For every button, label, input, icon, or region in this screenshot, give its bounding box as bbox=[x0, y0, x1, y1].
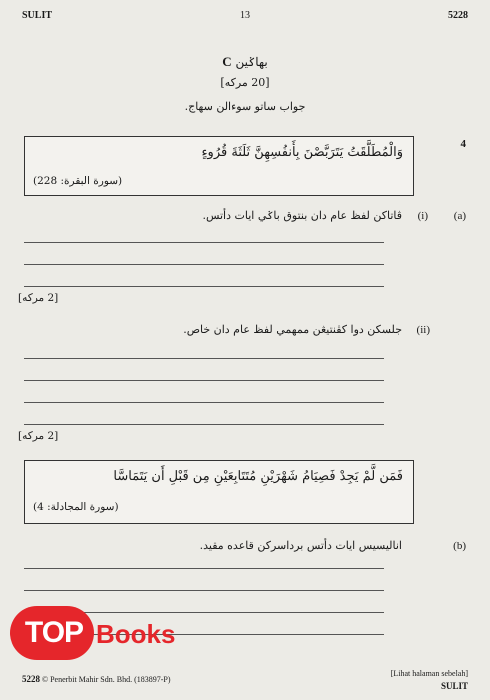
sub-i-text: ڤاتاكن لفظ عام دان بنتوق باݢي ايات دأتس. bbox=[202, 209, 402, 222]
footer-publisher bbox=[22, 674, 171, 684]
answer-line bbox=[24, 590, 384, 591]
section-title-word: بهاݢين bbox=[235, 55, 268, 69]
answer-line bbox=[24, 358, 384, 359]
question-number: 4 bbox=[460, 138, 466, 150]
footer-right bbox=[391, 668, 468, 692]
footer-classification: SULIT bbox=[440, 681, 468, 691]
answer-line bbox=[24, 402, 384, 403]
footer-publisher-text: © Penerbit Mahir Sdn. Bhd. (183897-P) bbox=[42, 675, 171, 684]
verse-text-1: وَالْمُطَلَّقَتُ يَتَرَبَّصْنَ بِأَنفُسِهِنَّ ثَلَثَةَ قُرُوءٍ bbox=[201, 145, 403, 160]
footer-code: 5228 bbox=[22, 674, 40, 684]
section-title bbox=[0, 54, 490, 70]
page-number: 13 bbox=[240, 10, 250, 21]
answer-line bbox=[24, 286, 384, 287]
marks-label: [2 مركه] bbox=[18, 430, 59, 442]
section-marks: [20 مركه] bbox=[220, 76, 270, 89]
verse-reference-2: (سورة المجادلة: 4) bbox=[33, 501, 119, 513]
answer-line bbox=[24, 380, 384, 381]
topbooks-logo bbox=[10, 606, 185, 660]
section-instruction: جواب ساتو سوءالن سهاج. bbox=[184, 100, 306, 113]
marks-label: [2 مركه] bbox=[18, 292, 59, 304]
sub-ii-label: (ii) bbox=[416, 324, 430, 336]
logo-books-text: Books bbox=[96, 619, 176, 649]
header-classification: SULIT bbox=[22, 10, 53, 21]
verse-box-2 bbox=[24, 460, 414, 524]
sub-i-label: (i) bbox=[417, 210, 428, 222]
part-a-label: (a) bbox=[453, 210, 466, 222]
paper-code: 5228 bbox=[448, 10, 468, 21]
verse-text-2: فَمَن لَّمْ يَجِدْ فَصِيَامُ شَهْرَيْنِ مُتَتَابِعَيْنِ مِن قَبْلِ أَن يَتَمَاسَّا bbox=[113, 469, 403, 484]
answer-line bbox=[24, 264, 384, 265]
logo-top-text: TOP bbox=[24, 616, 84, 649]
verse-box-1 bbox=[24, 136, 414, 196]
footer-next-page: [Lihat halaman sebelah] bbox=[390, 669, 468, 678]
part-b-text: اناليسيس ايات دأتس برداسرکن قاعده مقيد. bbox=[199, 539, 402, 552]
answer-line bbox=[24, 242, 384, 243]
section-letter: C bbox=[222, 54, 232, 69]
verse-reference-1: (سورة البقرة: 228) bbox=[33, 175, 123, 187]
sub-ii-text: جلسكن دوا كڤنتيڠن ممهمي لفظ عام دان خاص. bbox=[183, 323, 402, 336]
answer-line bbox=[24, 568, 384, 569]
answer-line bbox=[24, 424, 384, 425]
part-b-label: (b) bbox=[453, 540, 466, 552]
